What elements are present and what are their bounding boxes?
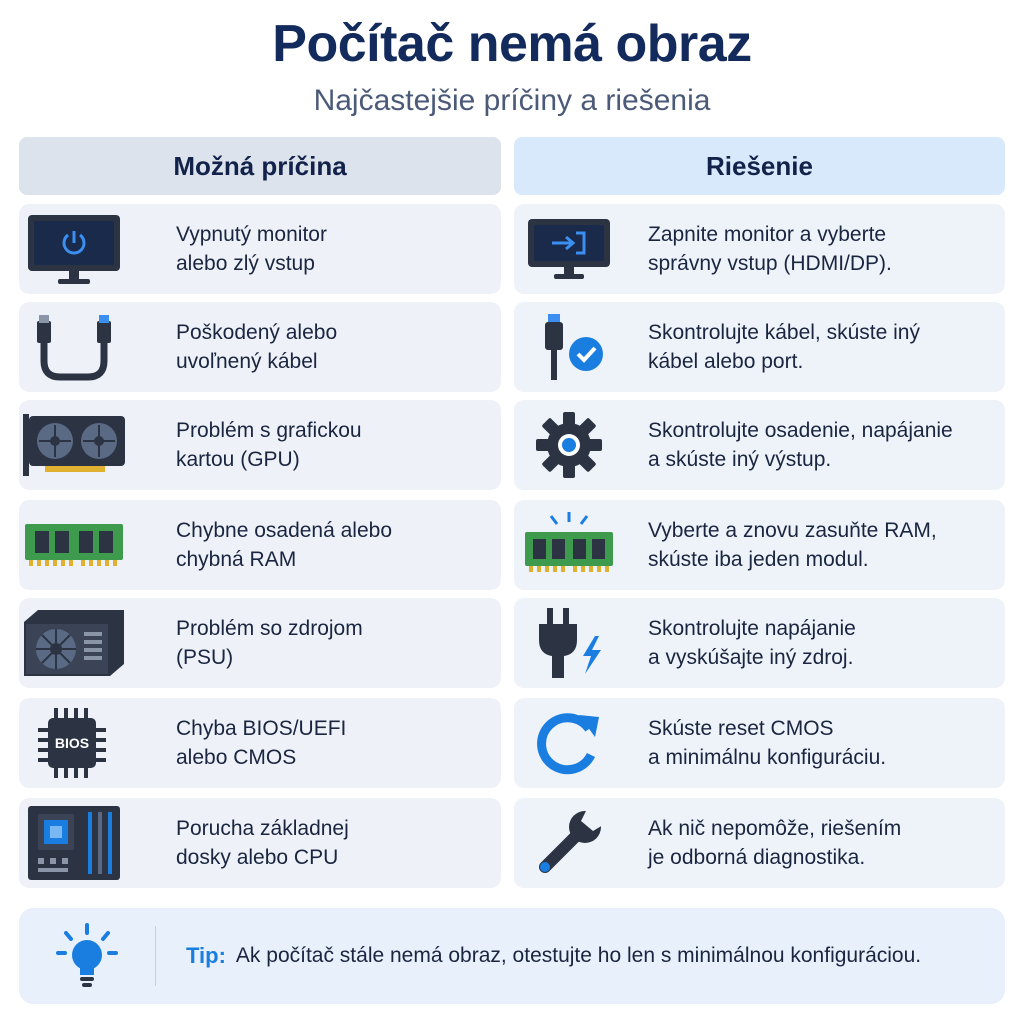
cause-card-gpu bbox=[19, 400, 501, 490]
solution-card-monitor bbox=[514, 204, 1005, 294]
column-header-solution: Riešenie bbox=[514, 137, 1005, 195]
solution-text: Skontrolujte osadenie, napájanie a skúste iný výstup. bbox=[648, 419, 953, 471]
tip-box bbox=[19, 908, 1005, 1004]
solution-text: Ak nič nepomôže, riešením je odborná diagnostika. bbox=[648, 817, 902, 869]
column-header-cause: Možná príčina bbox=[19, 137, 501, 195]
cause-text: Chyba BIOS/UEFI alebo CMOS bbox=[176, 717, 347, 769]
monitor-power-icon bbox=[19, 204, 129, 294]
cause-text: Problém so zdrojom (PSU) bbox=[176, 617, 363, 669]
monitor-input-icon bbox=[514, 204, 624, 294]
bios-chip-icon bbox=[19, 698, 129, 788]
lightbulb-icon bbox=[19, 908, 155, 1004]
solution-card-bios bbox=[514, 698, 1005, 788]
wrench-icon bbox=[514, 798, 624, 888]
ram-reseat-icon bbox=[514, 500, 624, 590]
ram-icon bbox=[19, 500, 129, 590]
cause-card-motherboard bbox=[19, 798, 501, 888]
solution-card-ram bbox=[514, 500, 1005, 590]
cable-icon bbox=[19, 302, 129, 392]
psu-icon bbox=[19, 598, 129, 688]
page-title: Počítač nemá obraz bbox=[272, 15, 752, 73]
solution-text: Skontrolujte kábel, skúste iný kábel alebo port. bbox=[648, 321, 920, 373]
page-subtitle: Najčastejšie príčiny a riešenia bbox=[313, 84, 711, 117]
cause-text: Problém s grafickou kartou (GPU) bbox=[176, 419, 362, 471]
solution-card-psu bbox=[514, 598, 1005, 688]
cause-card-ram bbox=[19, 500, 501, 590]
solution-text: Zapnite monitor a vyberte správny vstup (HDMI/DP). bbox=[648, 223, 892, 275]
solution-text: Skontrolujte napájanie a vyskúšajte iný zdroj. bbox=[648, 617, 856, 669]
cause-text: Vypnutý monitor alebo zlý vstup bbox=[176, 223, 327, 275]
solution-text: Vyberte a znovu zasuňte RAM, skúste iba jeden modul. bbox=[648, 519, 937, 571]
bios-chip-label: BIOS bbox=[54, 735, 90, 751]
tip-divider bbox=[155, 926, 156, 986]
solution-card-gpu bbox=[514, 400, 1005, 490]
reset-icon bbox=[514, 698, 624, 788]
tip-text: Ak počítač stále nemá obraz, otestujte ho len s minimálnou konfiguráciou. bbox=[235, 944, 922, 967]
power-plug-icon bbox=[514, 598, 624, 688]
solution-text: Skúste reset CMOS a minimálnu konfiguráciu. bbox=[648, 717, 887, 769]
solution-card-cable bbox=[514, 302, 1005, 392]
cable-check-icon bbox=[514, 302, 624, 392]
motherboard-icon bbox=[19, 798, 129, 888]
tip-label: Tip: bbox=[186, 943, 226, 968]
cause-card-monitor bbox=[19, 204, 501, 294]
solution-card-motherboard bbox=[514, 798, 1005, 888]
gpu-icon bbox=[19, 400, 129, 490]
cause-card-psu bbox=[19, 598, 501, 688]
cause-text: Porucha základnej dosky alebo CPU bbox=[176, 817, 349, 869]
cause-text: Chybne osadená alebo chybná RAM bbox=[176, 519, 393, 571]
cause-text: Poškodený alebo uvoľnený kábel bbox=[176, 321, 338, 373]
cause-card-bios bbox=[19, 698, 501, 788]
gear-icon bbox=[514, 400, 624, 490]
cause-card-cable bbox=[19, 302, 501, 392]
